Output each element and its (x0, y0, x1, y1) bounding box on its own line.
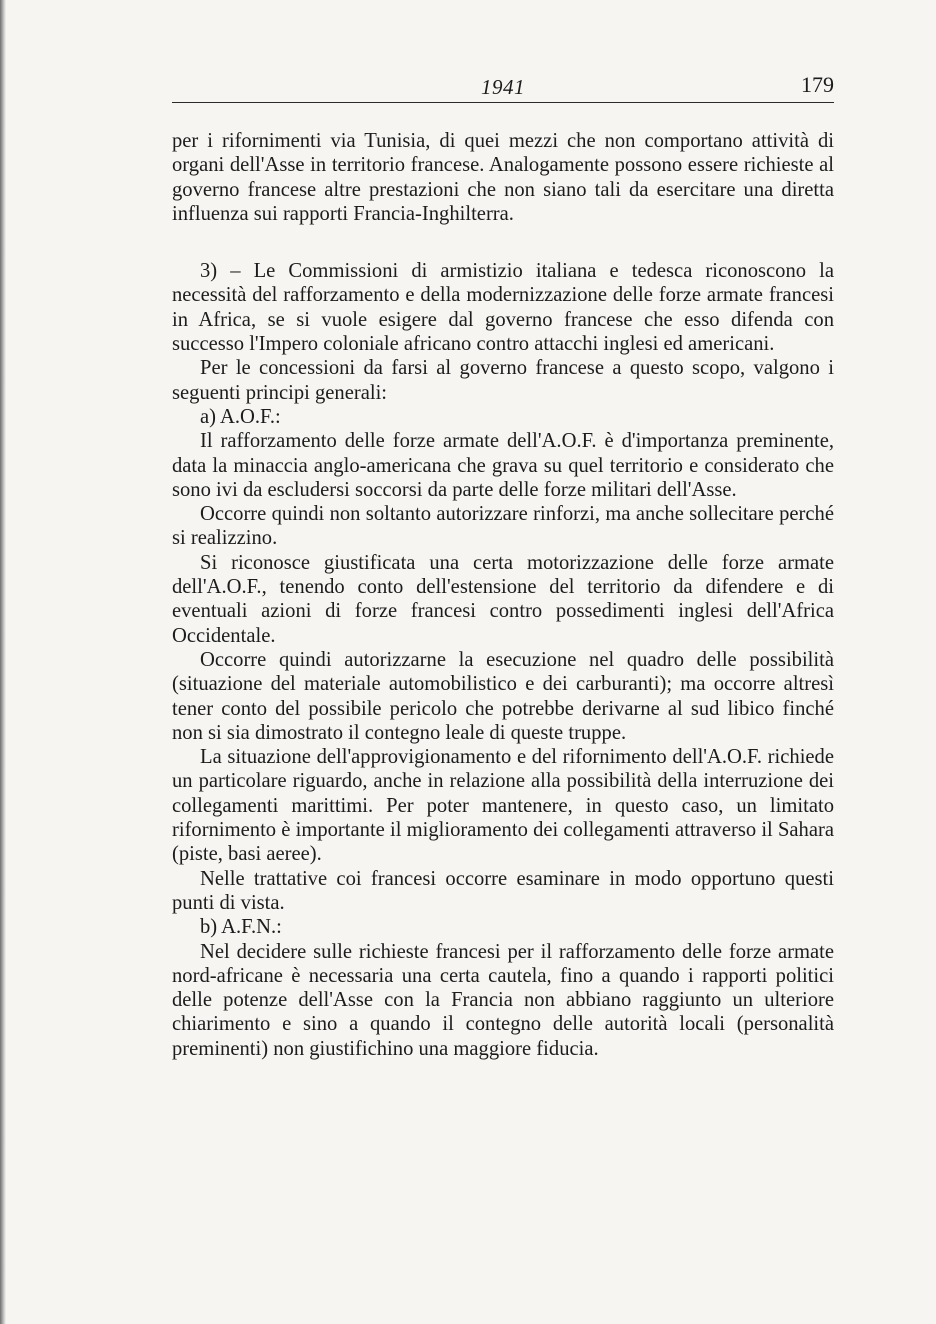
page-binding-edge (0, 0, 6, 1324)
paragraph-aof-reinforcement: Il rafforzamento delle forze armate dell'A.O.F. è d'importanza preminente, data la minaccia anglo-americana che grava su quel territorio e considerato che sono ivi da escludersi soccorsi da parte delle forze militari dell'Asse. (172, 430, 834, 501)
paragraph-aof-supply: La situazione dell'approvigionamento e del rifornimento dell'A.O.F. richiede un particolare riguardo, anche in relazione alla possibilità della interruzione dei collegamenti marittimi. Per poter mantenere, in questo caso, un limitato rifornimento è importante il miglioramento dei collegamenti attraverso il Sahara (piste, basi aeree). (172, 746, 834, 866)
paragraph-aof-motorization: Si riconosce giustificata una certa motorizzazione delle forze armate dell'A.O.F., tenendo conto dell'estensione del territorio da difendere e di eventuali azioni di forze francesi contro possedimenti inglesi dell'Africa Occidentale. (172, 551, 834, 647)
subheading-afn: b) A.F.N.: (200, 916, 282, 939)
paragraph-continuation: per i rifornimenti via Tunisia, di quei mezzi che non comportano attività di organi dell'Asse in territorio francese. Analogamente possono essere richieste al governo francese altre prestazioni che non siano tali da esercitare una diretta influenza sui rapporti Francia-Inghilterra. (172, 130, 834, 225)
page-number: 179 (801, 72, 834, 97)
running-header (172, 70, 834, 103)
paragraph-negotiations: Nelle trattative coi francesi occorre esaminare in modo opportuno questi punti di vista. (172, 867, 834, 914)
running-title: 1941 (481, 75, 525, 99)
paragraph-afn-caution: Nel decidere sulle richieste francesi per il rafforzamento delle forze armate nord-africane è necessaria una certa cautela, fino a quando i rapporti politici delle potenze dell'Asse con la Francia non abbiano raggiunto un ulteriore chiarimento e sino a quando il contegno delle autorità locali (personalità preminenti) non giustifichino una maggiore fiducia. (172, 940, 834, 1060)
paragraph-aof-execution: Occorre quindi autorizzarne la esecuzione nel quadro delle possibilità (situazione del materiale automobilistico e dei carburanti); ma occorre altresì tener conto del possibile pericolo che potrebbe derivarne al sud libico finché non si sia dimostrato il contegno leale di queste truppe. (172, 648, 834, 744)
section-spacer (172, 226, 834, 259)
subheading-aof: a) A.O.F.: (200, 405, 281, 428)
paragraph-point-3: 3) – Le Commissioni di armistizio italiana e tedesca riconoscono la necessità del rafforzamento e della modernizzazione delle forze armate francesi in Africa, se si vuole esigere dal governo francese che esso difenda con successo l'Impero coloniale africano contro attacchi inglesi ed americani. (172, 260, 834, 356)
paragraph-aof-authorize: Occorre quindi non soltanto autorizzare rinforzi, ma anche sollecitare perché si realizzino. (172, 503, 834, 550)
document-body (172, 129, 834, 1061)
paragraph-concessions: Per le concessioni da farsi al governo francese a questo scopo, valgono i seguenti principi generali: (172, 357, 834, 404)
